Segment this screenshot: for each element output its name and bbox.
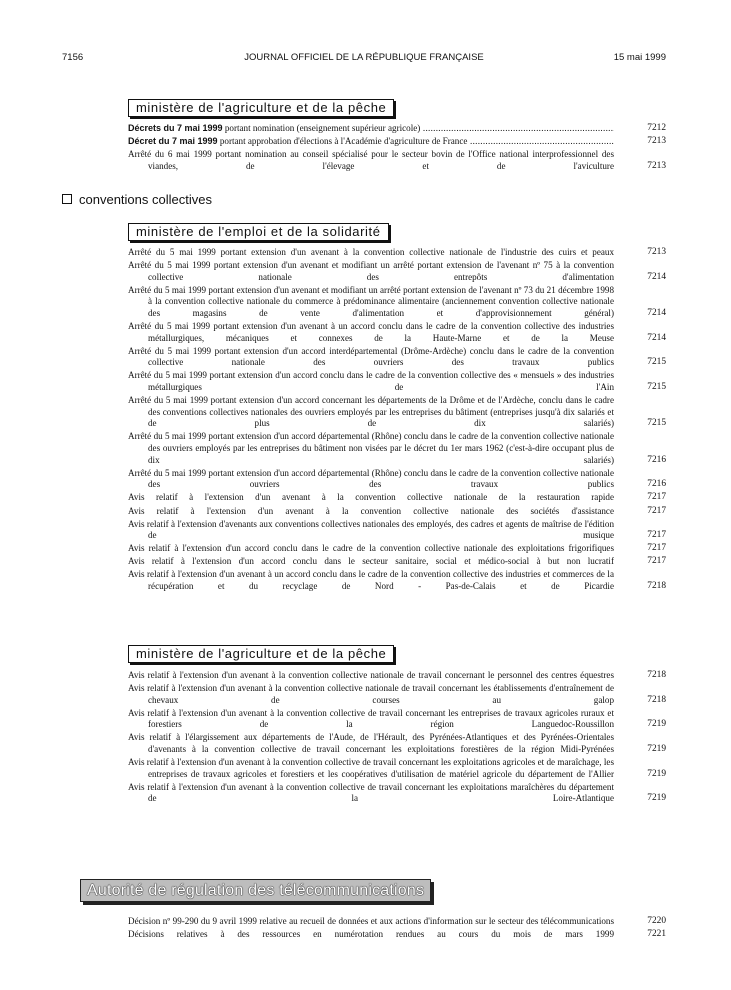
- toc-entry[interactable]: [128, 569, 666, 592]
- section-title-telecom: Autorité de régulation des télécommunications: [80, 879, 431, 902]
- toc-entry[interactable]: [128, 683, 666, 706]
- section-title-emploi: ministère de l'emploi et de la solidarité: [128, 223, 389, 241]
- entry-text: Avis relatif à l'extension d'un avenant à la convention collective de travail concernant les entreprises de travaux agricoles ruraux et forestiers de la région Languedoc-Roussillon .....: [128, 708, 614, 731]
- toc-entry[interactable]: Décret du 7 mai 1999 portant approbation d'élections à l'Académie d'agriculture de France ..... 7213: [128, 136, 666, 148]
- entry-page: 7219: [647, 719, 666, 730]
- toc-entry[interactable]: [128, 757, 666, 780]
- toc-entry[interactable]: [128, 431, 666, 466]
- entries-agriculture-1: [128, 123, 666, 174]
- entry-bold: Décret du 7 mai 1999: [128, 136, 218, 147]
- entry-page: 7220: [647, 916, 666, 926]
- entry-text: Avis relatif à l'extension d'un avenant à la convention collective nationale des sociétés d'assistance .....: [128, 506, 614, 518]
- toc-entry[interactable]: [128, 247, 666, 259]
- entry-text: Décisions relatives à des ressources en numérotation rendues au cours du mois de mars 1999 .....: [128, 929, 614, 941]
- entry-text: Avis relatif à l'extension d'avenants aux conventions collectives nationales des employés, des cadres et agents de maîtrise de l'édition de musique .....: [128, 519, 614, 542]
- entry-bold: Décrets du 7 mai 1999: [128, 123, 223, 133]
- toc-entry[interactable]: [128, 708, 666, 731]
- toc-entry[interactable]: [128, 492, 666, 504]
- entry-page: 7219: [647, 744, 666, 755]
- toc-entry[interactable]: [128, 346, 666, 369]
- checkbox-square-icon: [62, 194, 72, 204]
- toc-entry[interactable]: [128, 506, 666, 518]
- entry-page: 7216: [647, 479, 666, 490]
- entry-text: Arrêté du 5 mai 1999 portant extension d'un accord départemental (Rhône) conclu dans le cadre de la convention collective nationale des ouvriers des travaux publics .....: [128, 468, 614, 491]
- entry-page: 7215: [647, 418, 666, 429]
- toc-entry[interactable]: [128, 285, 666, 320]
- entry-text: Avis relatif à l'extension d'un avenant à la convention collective nationale de travail concernant le personnel des centres équestres .....: [128, 670, 614, 682]
- toc-entry[interactable]: [128, 916, 666, 928]
- entry-page: 7218: [647, 581, 666, 592]
- entry-text: Arrêté du 5 mai 1999 portant extension d'un accord concernant les départements de la Drôme et de l'Ardèche, conclu dans le cadre des conventions collectives nationales des ouvriers employés par les entreprises du bâtiment (entreprises jusqu'à dix salariés et de plus de dix salariés) .....: [128, 395, 614, 430]
- entry-text: Arrêté du 5 mai 1999 portant extension d'un avenant et modifiant un arrêté portant extension de l'avenant nº 73 du 21 décembre 1998 à la convention collective nationale du commerce à prédominance alimentaire (anciennement convention collective nationale des magasins de vente d'alimentation et d'approvisionnement général) .....: [128, 285, 614, 320]
- entry-page: 7217: [647, 556, 666, 567]
- entry-page: 7215: [647, 382, 666, 393]
- journal-title: JOURNAL OFFICIEL DE LA RÉPUBLIQUE FRANÇAISE: [244, 52, 484, 63]
- entry-page: 7218: [647, 694, 666, 705]
- toc-entry[interactable]: [128, 782, 666, 805]
- entry-page: 7217: [647, 530, 666, 541]
- entry-text: Arrêté du 5 mai 1999 portant extension d'un accord départemental (Rhône) conclu dans le cadre de la convention collective nationale des ouvriers employés par les entreprises du bâtiment non visées par le décret du 1er mars 1962 (c'est-à-dire occupant plus de dix salariés) .....: [128, 431, 614, 466]
- toc-entry[interactable]: [128, 929, 666, 941]
- toc-entry[interactable]: Décrets du 7 mai 1999 portant nomination (enseignement supérieur agricole) ..... 7212: [128, 123, 666, 135]
- toc-entry[interactable]: [128, 321, 666, 344]
- entry-text: Arrêté du 5 mai 1999 portant extension d'un avenant à la convention collective nationale de l'industrie des cuirs et peaux .....: [128, 247, 614, 259]
- toc-entry[interactable]: [128, 468, 666, 491]
- entry-page: 7218: [647, 670, 666, 680]
- page-number: 7156: [62, 52, 84, 63]
- entry-page: 7217: [647, 492, 666, 503]
- entry-text: Arrêté du 5 mai 1999 portant extension d'un accord interdépartemental (Drôme-Ardèche) conclu dans le cadre de la convention collective nationale des ouvriers des travaux publics .....: [128, 346, 614, 369]
- entry-page: 7214: [647, 307, 666, 318]
- entry-page: 7213: [647, 247, 666, 257]
- section-title-agriculture-1: ministère de l'agriculture et de la pêche: [128, 99, 394, 117]
- toc-entry[interactable]: Arrêté du 6 mai 1999 portant nomination au conseil spécialisé pour le secteur bovin de l'Office national interprofessionnel des viandes, de l'élevage et de l'aviculture ..... 7213: [128, 149, 666, 172]
- toc-entry[interactable]: [128, 260, 666, 283]
- entry-page: 7213: [647, 160, 666, 171]
- entry-page: 7221: [647, 929, 666, 940]
- entry-text: Avis relatif à l'extension d'un avenant à la convention collective nationale de travail concernant les établissements d'entraînement de chevaux de courses au galop .....: [128, 683, 614, 706]
- toc-entry[interactable]: [128, 556, 666, 568]
- entries-emploi: [128, 247, 666, 594]
- running-header: [62, 52, 666, 68]
- entry-text: Avis relatif à l'extension d'un avenant à la convention collective nationale de la restauration rapide .....: [128, 492, 614, 504]
- entries-telecom: [128, 916, 666, 942]
- toc-entry[interactable]: [128, 670, 666, 682]
- entry-text: Décision nº 99-290 du 9 avril 1999 relative au recueil de données et aux actions d'information sur le secteur des télécommunications .....: [128, 916, 614, 928]
- entry-page: 7214: [647, 332, 666, 343]
- entry-text: Avis relatif à l'extension d'un avenant à la convention collective de travail concernant les exploitations agricoles et de maraîchage, les entreprises de travaux agricoles et forestiers et les coopératives d'utilisation de matériel agricole du département de l'Allier .....: [128, 757, 614, 780]
- entries-agriculture-2: [128, 670, 666, 807]
- toc-entry[interactable]: [128, 519, 666, 542]
- toc-entry[interactable]: [128, 543, 666, 555]
- toc-entry[interactable]: [128, 395, 666, 430]
- issue-date: 15 mai 1999: [613, 52, 666, 63]
- entry-page: 7215: [647, 357, 666, 368]
- entry-page: 7219: [647, 768, 666, 779]
- toc-entry[interactable]: [128, 732, 666, 755]
- entry-page: 7213: [647, 136, 666, 147]
- entry-page: 7219: [647, 793, 666, 804]
- entry-text: Avis relatif à l'élargissement aux départements de l'Aude, de l'Hérault, des Pyrénées-Atlantiques et des Pyrénées-Orientales d'avenants à la convention collective de travail concernant les exploitations forestières de la région Midi-Pyrénées .....: [128, 732, 614, 755]
- entry-text: Arrêté du 5 mai 1999 portant extension d'un avenant à un accord conclu dans le cadre de la convention collective des industries métallurgiques, mécaniques et connexes de la Haute-Marne et de la Meuse .....: [128, 321, 614, 344]
- entry-page: 7212: [647, 123, 666, 133]
- conventions-heading: conventions collectives: [62, 192, 212, 208]
- entry-page: 7217: [647, 543, 666, 554]
- entry-text: Arrêté du 5 mai 1999 portant extension d'un avenant et modifiant un arrêté portant extension de l'avenant nº 75 à la convention collective nationale des entrepôts d'alimentation .....: [128, 260, 614, 283]
- entry-page: 7214: [647, 271, 666, 282]
- entry-text: Avis relatif à l'extension d'un accord conclu dans le secteur sanitaire, social et médico-social à but non lucratif .....: [128, 556, 614, 568]
- entry-page: 7217: [647, 505, 666, 516]
- entry-text: Avis relatif à l'extension d'un avenant à un accord conclu dans le cadre de la convention collective des industries et commerces de la récupération et du recyclage de Nord - Pas-de-Calais et de Picardie .....: [128, 569, 614, 592]
- entry-text: Avis relatif à l'extension d'un accord conclu dans le cadre de la convention collective nationale des exploitations frigorifiques .....: [128, 543, 614, 555]
- section-title-agriculture-2: ministère de l'agriculture et de la pêche: [128, 645, 394, 663]
- toc-entry[interactable]: [128, 370, 666, 393]
- entry-text: Arrêté du 5 mai 1999 portant extension d'un accord conclu dans le cadre de la convention collective des « mensuels » des industries métallurgiques de l'Ain .....: [128, 370, 614, 393]
- entry-page: 7216: [647, 454, 666, 465]
- entry-text: Avis relatif à l'extension d'un avenant à la convention collective de travail concernant les exploitations maraîchères du département de la Loire-Atlantique .....: [128, 782, 614, 805]
